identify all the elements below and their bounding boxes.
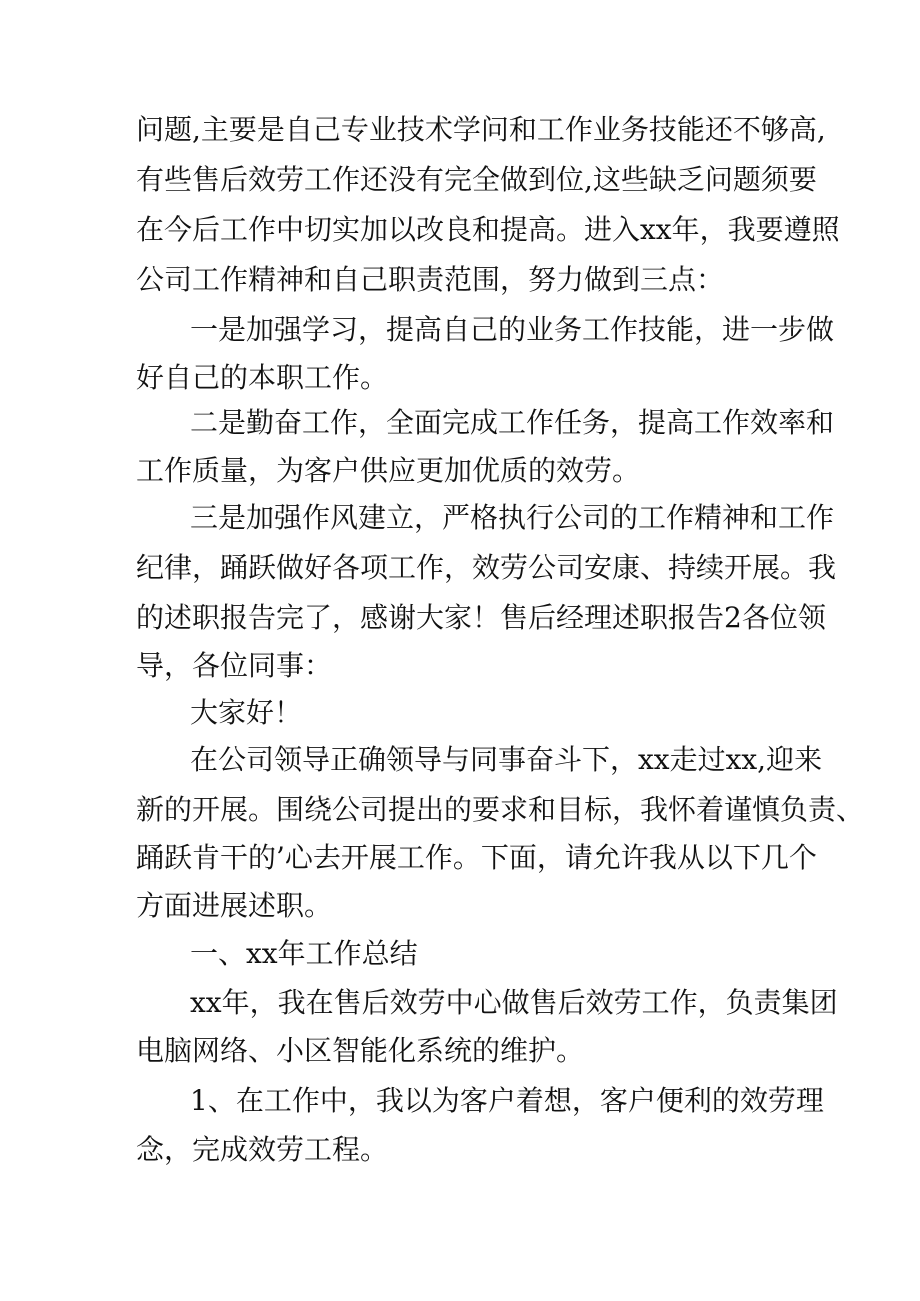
text-line: 电脑网络、小区智能化系统的维护。 (136, 1034, 585, 1067)
text-line: 工作质量，为客户供应更加优质的效劳。 (136, 454, 641, 487)
text-line: 二是勤奋工作，全面完成工作任务，提高工作效率和 (190, 406, 835, 439)
text-line: 念，完成效劳工程。 (136, 1133, 389, 1166)
text-line: 好自己的本职工作。 (136, 361, 389, 394)
text-line: 的述职报告完了，感谢大家！售后经理述职报告2各位领 (136, 601, 826, 634)
text-line: 导，各位同事： (136, 649, 333, 682)
text-line: 在公司领导正确领导与同事奋斗下，xx走过xx,迎来 (190, 743, 823, 776)
text-line: 一是加强学习，提高自己的业务工作技能，进一步做 (190, 313, 835, 346)
text-line: 方面进展述职。 (136, 889, 333, 922)
section-heading: 一、xx年工作总结 (190, 937, 418, 970)
text-line: 在今后工作中切实加以改良和提高。进入xx年，我要遵照 (136, 213, 840, 246)
text-line: 踊跃肯干的’心去开展工作。下面，请允许我从以下几个 (136, 841, 817, 874)
text-line: xx年，我在售后效劳中心做售后效劳工作，负责集团 (190, 986, 838, 1019)
text-line: 三是加强作风建立，严格执行公司的工作精神和工作 (190, 501, 835, 534)
text-line: 公司工作精神和自己职责范围，努力做到三点： (136, 263, 725, 296)
text-line: 1、在工作中，我以为客户着想，客户便利的效劳理 (190, 1084, 824, 1117)
text-line: 有些售后效劳工作还没有完全做到位,这些缺乏问题须要 (136, 163, 817, 196)
text-line: 纪律，踊跃做好各项工作，效劳公司安康、持续开展。我 (136, 551, 837, 584)
text-line: 大家好！ (190, 696, 303, 729)
text-line: 问题,主要是自己专业技术学问和工作业务技能还不够高, (136, 113, 826, 146)
text-line: 新的开展。围绕公司提出的要求和目标，我怀着谨慎负责、 (136, 793, 865, 826)
